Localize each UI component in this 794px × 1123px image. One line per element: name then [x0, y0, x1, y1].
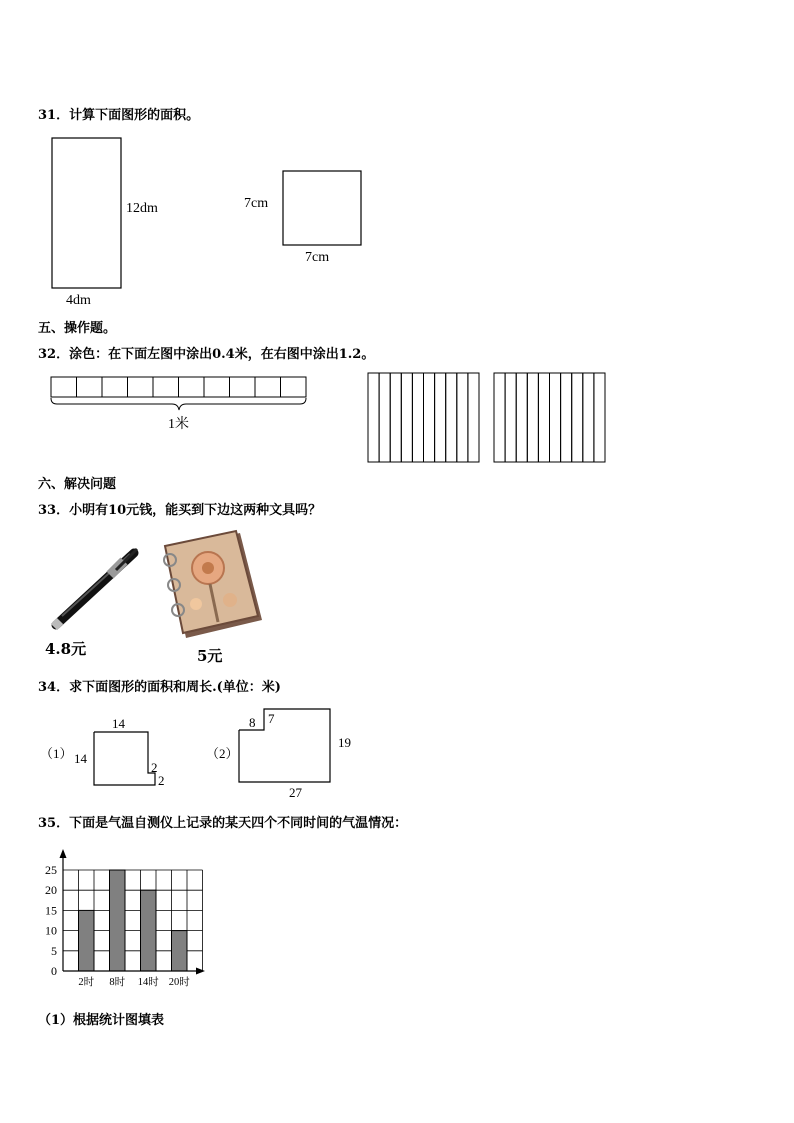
grid-column[interactable]	[435, 373, 446, 462]
notebook-price: 5元	[197, 647, 223, 665]
x-tick-label: 20时	[168, 977, 190, 988]
ruler-label: 1米	[168, 417, 189, 432]
fig1-top-label: 14	[112, 716, 125, 731]
rect-width-label: 4dm	[66, 293, 91, 308]
grid-column[interactable]	[424, 373, 435, 462]
bar	[172, 931, 188, 971]
y-tick-label: 15	[45, 903, 57, 918]
grid-column[interactable]	[516, 373, 527, 462]
grid-column[interactable]	[457, 373, 468, 462]
fig2-right-label: 19	[338, 735, 351, 750]
rect-height-label: 12dm	[126, 201, 158, 216]
y-tick-label: 10	[45, 923, 57, 938]
q31-title: 31．计算下面图形的面积。	[38, 108, 200, 123]
x-axis-arrow	[196, 968, 205, 975]
grid-right[interactable]	[494, 373, 605, 462]
section-5-title: 五、操作题。	[38, 321, 117, 336]
q35-sub1: （1）根据统计图填表	[38, 1013, 165, 1028]
fig2-index: （2）	[206, 746, 239, 761]
bar	[79, 910, 95, 971]
grid-column[interactable]	[527, 373, 538, 462]
fig1-index: （1）	[40, 746, 73, 761]
x-tick-label: 14时	[137, 977, 159, 988]
grid-column[interactable]	[561, 373, 572, 462]
grid-column[interactable]	[572, 373, 583, 462]
q32-title: 32．涂色：在下面左图中涂出0.4米，在右图中涂出1.2。	[38, 347, 375, 362]
pen-price: 4.8元	[45, 640, 87, 658]
q35-title: 35．下面是气温自测仪上记录的某天四个不同时间的气温情况：	[38, 816, 408, 831]
section-6-title: 六、解决问题	[38, 477, 117, 492]
y-tick-label: 20	[45, 883, 57, 898]
fig1-notch-v-label: 2	[151, 760, 158, 775]
fig2-notch-v-label: 8	[249, 715, 256, 730]
fig2-bottom-label: 27	[289, 785, 302, 800]
x-tick-label: 2时	[78, 977, 95, 988]
grid-column[interactable]	[594, 373, 605, 462]
y-tick-label: 25	[45, 863, 57, 877]
grid-column[interactable]	[505, 373, 516, 462]
chart-bars	[79, 870, 188, 971]
grid-column[interactable]	[468, 373, 479, 462]
bar	[110, 870, 126, 971]
grid-column[interactable]	[412, 373, 423, 462]
q33-title: 33．小明有10元钱，能买到下边这两种文具吗？	[38, 503, 322, 518]
grid-column[interactable]	[538, 373, 549, 462]
square-side-label: 7cm	[244, 196, 269, 211]
x-tick-label: 8时	[109, 977, 126, 988]
fig1-left-label: 14	[74, 751, 87, 766]
grid-column[interactable]	[401, 373, 412, 462]
grid-column[interactable]	[550, 373, 561, 462]
fig1-notch-h-label: 2	[158, 773, 165, 788]
temperature-bar-chart	[0, 0, 260, 1000]
grid-column[interactable]	[494, 373, 505, 462]
square-bottom-label: 7cm	[305, 250, 330, 265]
y-tick-label: 0	[51, 964, 57, 978]
grid-column[interactable]	[583, 373, 594, 462]
q34-title: 34．求下面图形的面积和周长.(单位：米)	[38, 680, 281, 695]
y-axis-arrow	[60, 849, 67, 858]
y-tick-label: 5	[51, 943, 57, 958]
fig2-notch-h-label: 7	[268, 711, 275, 726]
bar	[141, 890, 157, 971]
grid-column[interactable]	[446, 373, 457, 462]
